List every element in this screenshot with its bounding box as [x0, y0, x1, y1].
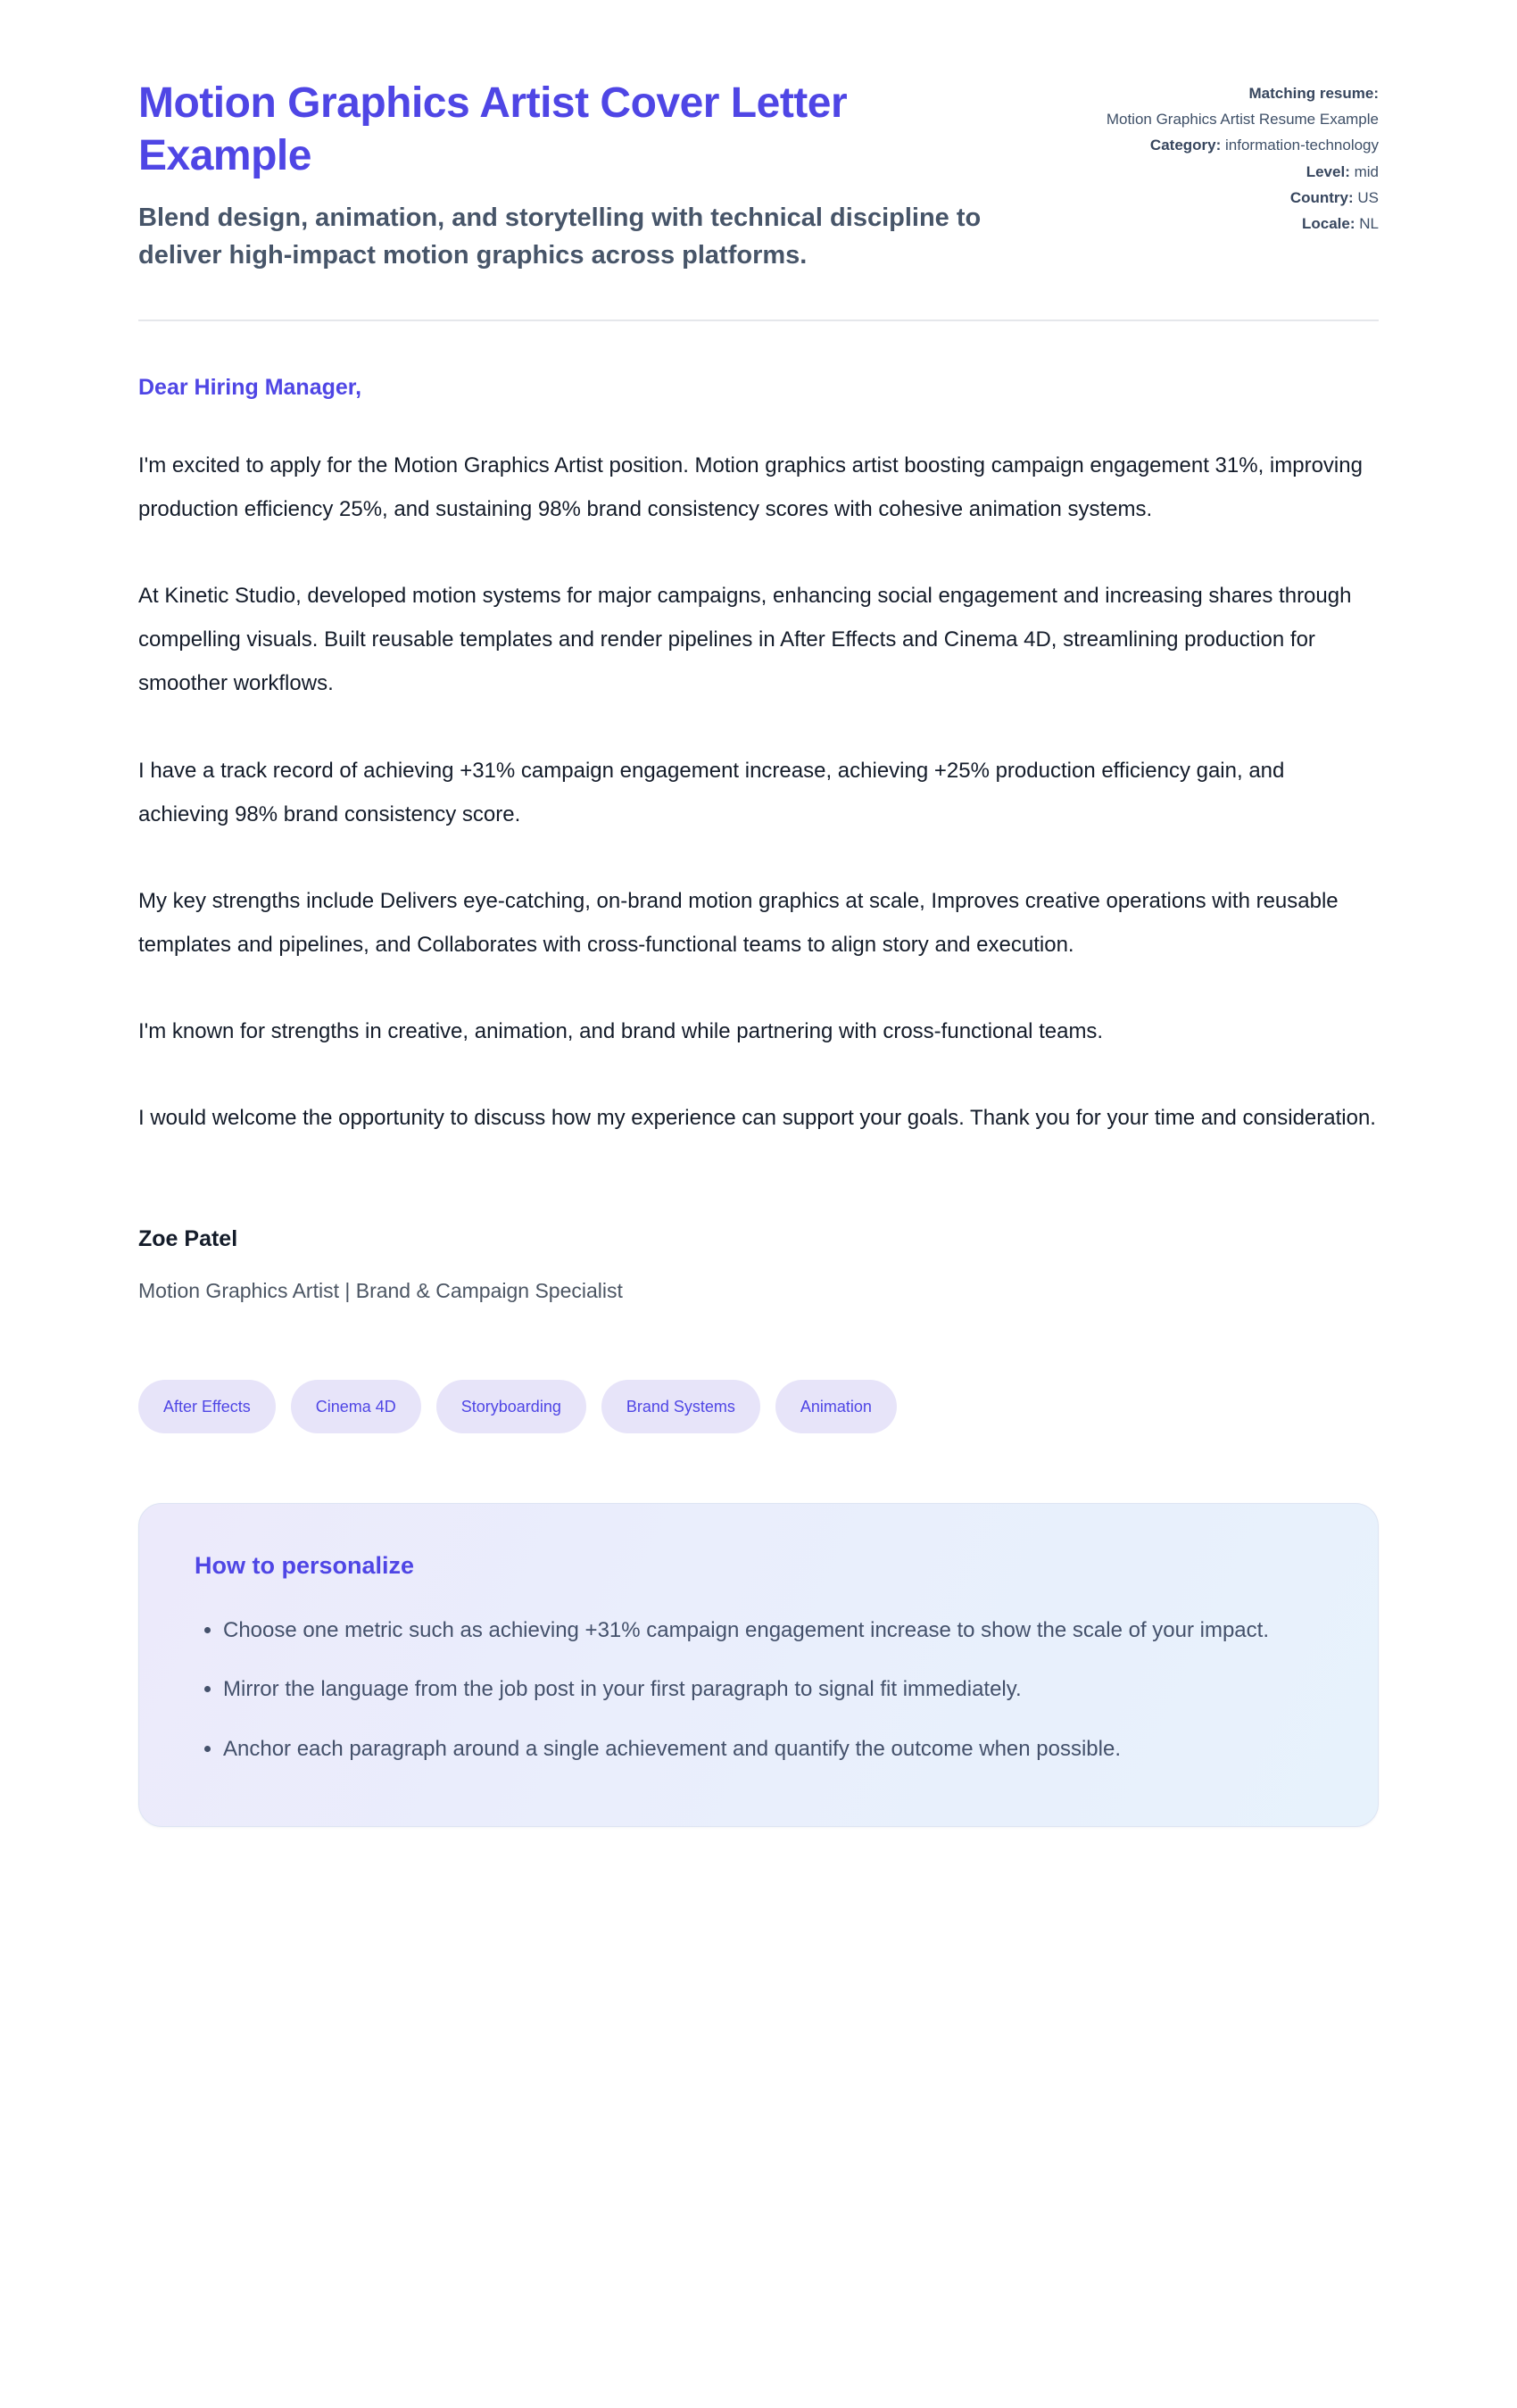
meta-locale-label: Locale:: [1302, 215, 1355, 233]
letter-paragraph-6: I would welcome the opportunity to discuss how my experience can support your goals. Thank you for your time and consideration.: [138, 1106, 1376, 1131]
letter-paragraph-4: My key strengths include Delivers eye-catching, on-brand motion graphics at scale, Improves creative operations with reusable templates and pipelines, and Collaborates with cross-functional teams to align story and execution.: [138, 888, 1339, 958]
meta-country-label: Country:: [1289, 188, 1354, 206]
resume-meta-block: [1098, 77, 1379, 237]
letter-greeting: Dear Hiring Manager,: [138, 374, 362, 400]
meta-locale: [1098, 211, 1379, 237]
header-title-block: [138, 77, 1013, 275]
page-header: [138, 77, 1379, 275]
skill-tag-animation: Animation: [775, 1380, 897, 1433]
how-to-personalize-card: [138, 1503, 1379, 1827]
meta-category-value: information-technology: [1225, 137, 1379, 154]
header-divider: [138, 320, 1379, 321]
skill-tag-storyboarding: Storyboarding: [436, 1380, 586, 1433]
personalize-tip-1: • Choose one metric such as achieving +31% campaign engagement increase to show the scale of your impact.: [223, 1610, 1321, 1652]
meta-matching-resume: [1098, 80, 1379, 132]
personalize-tip-3: • Anchor each paragraph around a single achievement and quantify the outcome when possible.: [223, 1729, 1321, 1771]
page-subtitle: Blend design, animation, and storytelling with technical discipline to deliver high-impact motion graphics across platforms.: [138, 203, 982, 270]
how-to-personalize-title: How to personalize: [195, 1551, 415, 1579]
meta-country: [1098, 185, 1379, 211]
meta-category: [1098, 132, 1379, 158]
meta-country-value: US: [1357, 188, 1379, 206]
personalize-tip-2: • Mirror the language from the job post in your first paragraph to signal fit immediately.: [223, 1669, 1321, 1711]
signature-name: Zoe Patel: [138, 1225, 238, 1251]
skill-tag-after-effects: After Effects: [138, 1380, 276, 1433]
letter-paragraph-5: I'm known for strengths in creative, animation, and brand while partnering with cross-functional teams.: [138, 1019, 1104, 1044]
skill-tag-brand-systems: Brand Systems: [601, 1380, 760, 1433]
skill-tag-list: [138, 1380, 1379, 1433]
signature-title: Motion Graphics Artist | Brand & Campaign Specialist: [138, 1278, 623, 1302]
letter-paragraph-3: I have a track record of achieving +31% campaign engagement increase, achieving +25% production efficiency gain, and achieving 98% brand consistency score.: [138, 758, 1285, 826]
meta-category-label: Category:: [1149, 137, 1222, 154]
skill-tag-cinema-4d: Cinema 4D: [291, 1380, 421, 1433]
letter-paragraph-1: I'm excited to apply for the Motion Graphics Artist position. Motion graphics artist boosting campaign engagement 31%, improving production efficiency 25%, and sustaining 98% brand consistency scores with cohesive animation systems.: [138, 453, 1363, 521]
meta-level-label: Level:: [1306, 162, 1350, 180]
meta-matching-resume-label: Matching resume:: [1248, 85, 1379, 102]
page-title: Motion Graphics Artist Cover Letter Example: [138, 79, 848, 180]
how-to-personalize-list: [195, 1610, 1322, 1771]
meta-level-value: mid: [1354, 162, 1379, 180]
meta-locale-value: NL: [1359, 215, 1379, 233]
letter-paragraph-2: At Kinetic Studio, developed motion systems for major campaigns, enhancing social engagement and increasing shares through compelling visuals. Built reusable templates and render pipelines in After Effects and Cinema 4D, streamlining production for smoother workflows.: [138, 583, 1352, 696]
meta-level: [1098, 159, 1379, 185]
letter-body: [138, 375, 1379, 1303]
meta-matching-resume-value: Motion Graphics Artist Resume Example: [1106, 111, 1379, 129]
